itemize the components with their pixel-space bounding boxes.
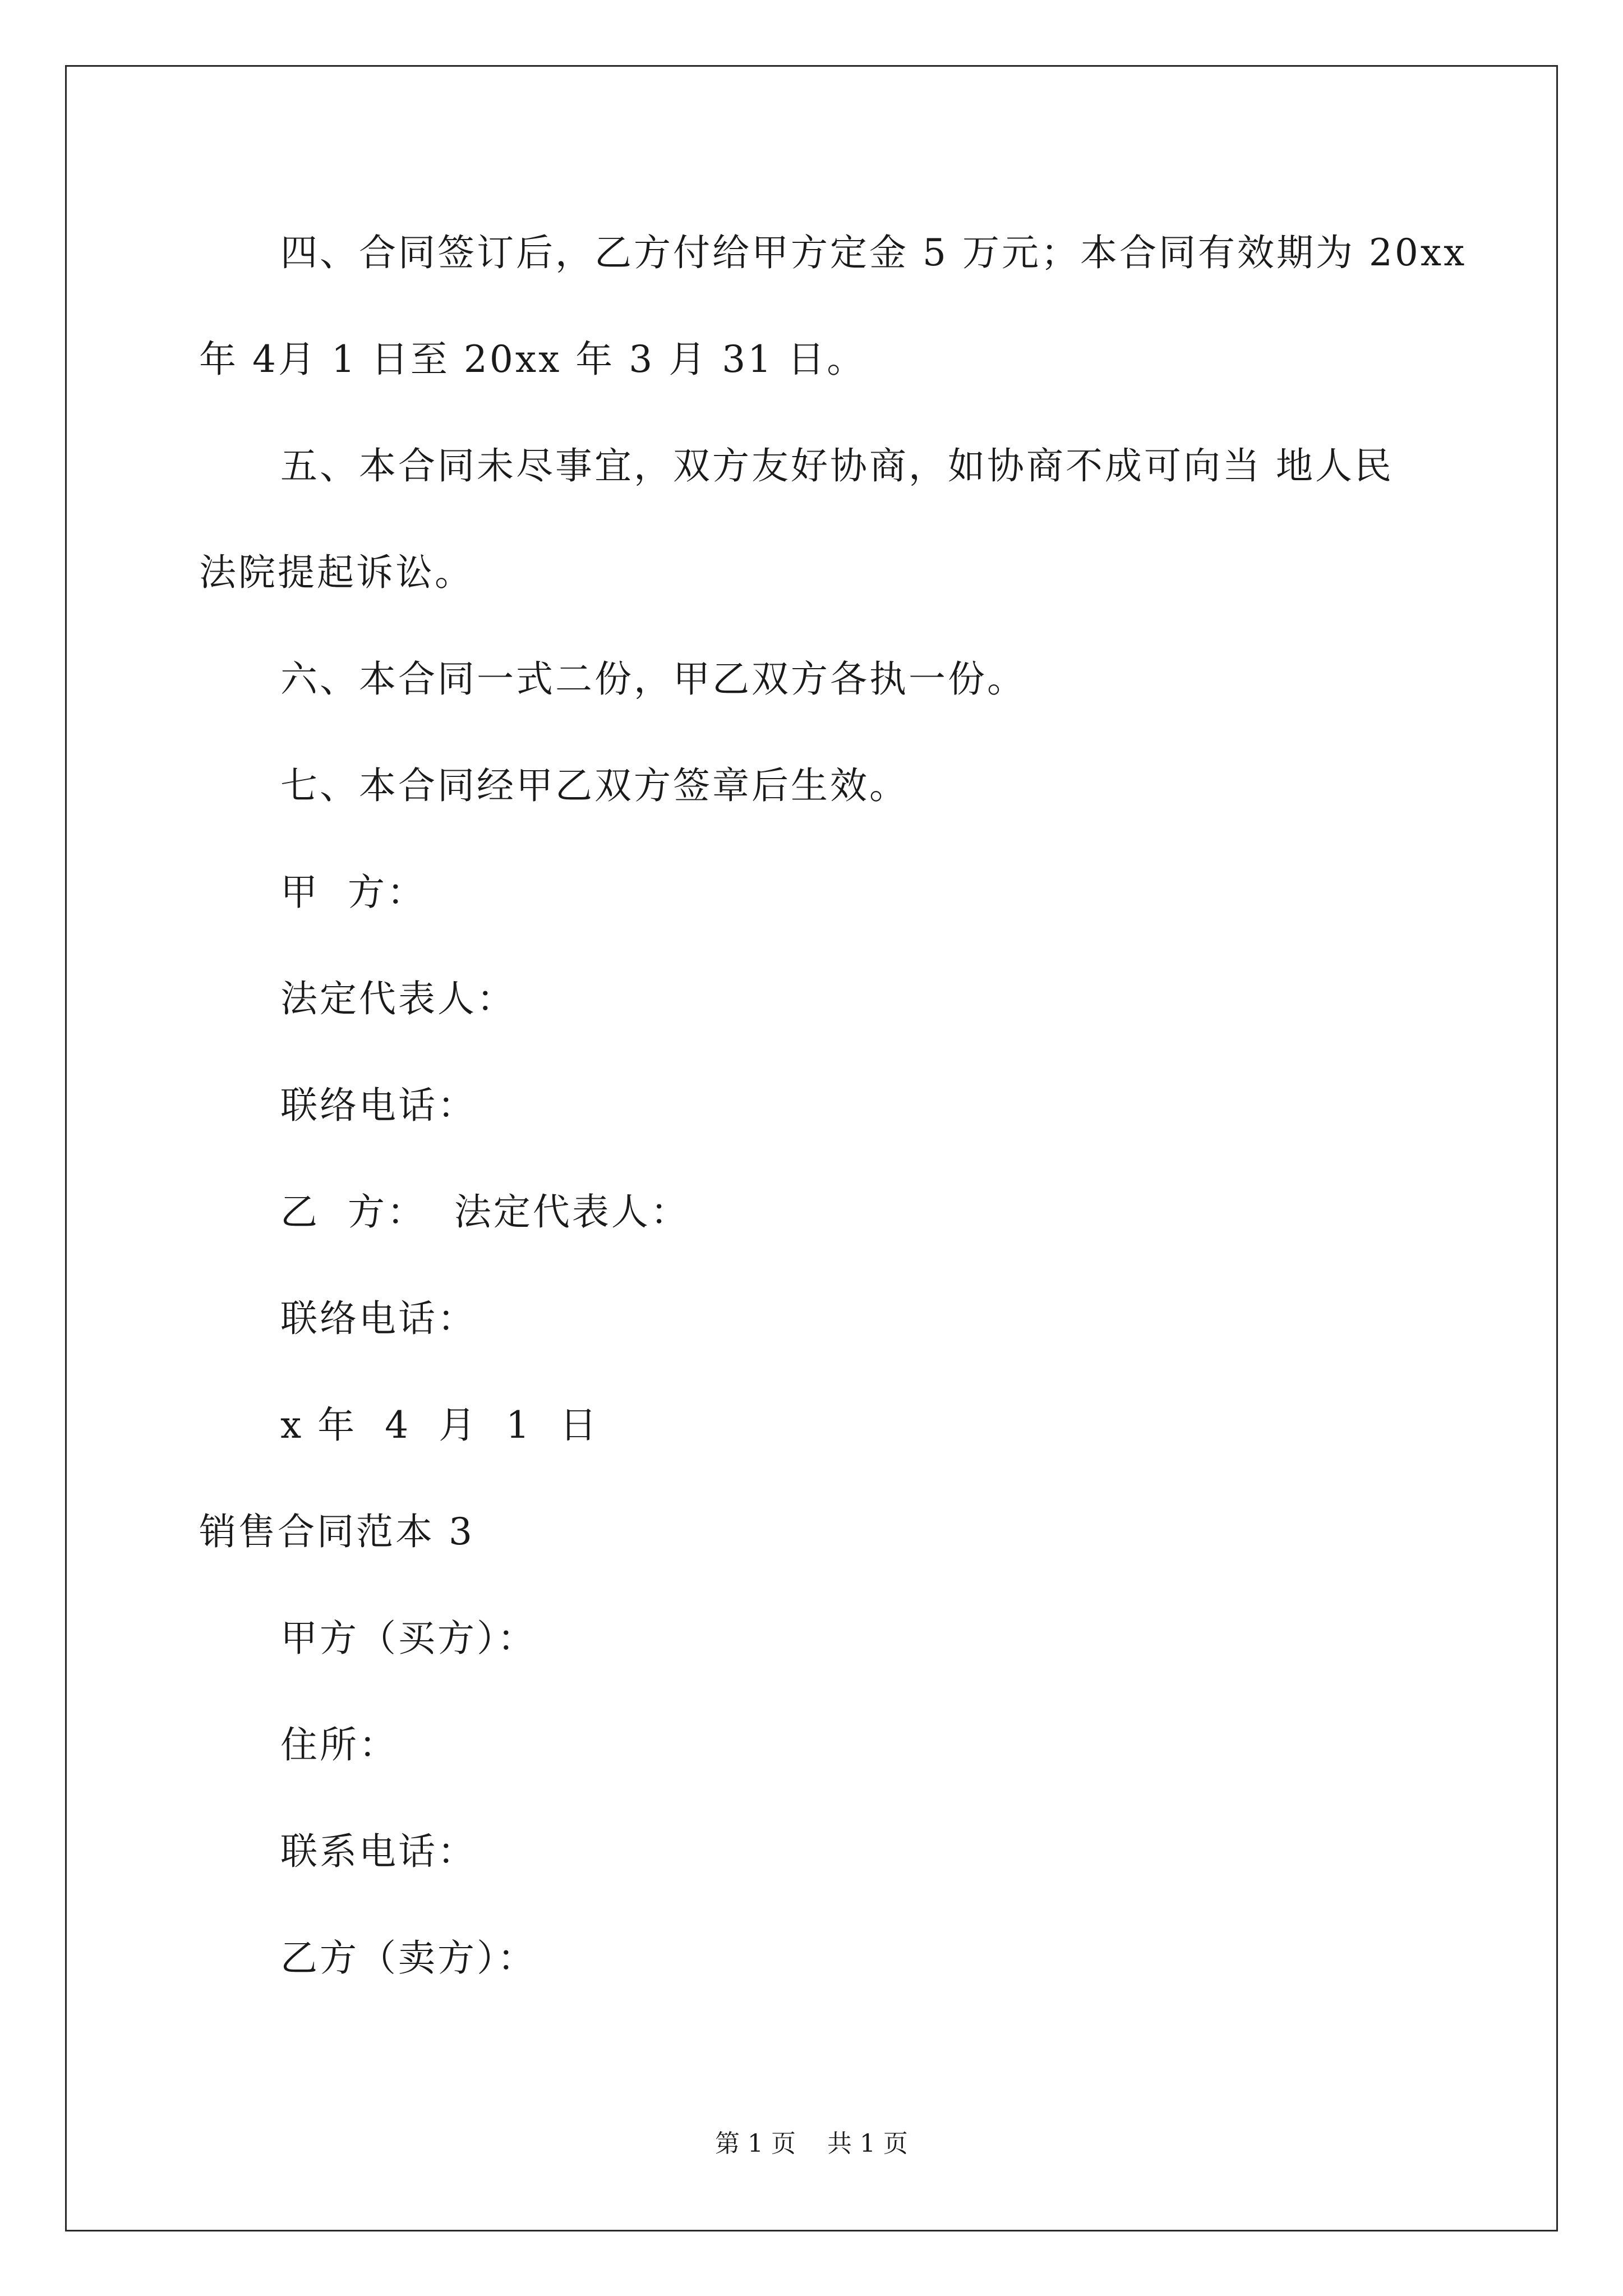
section-title: 销售合同范本 3 — [199, 1510, 474, 1553]
clause-7: 七、本合同经甲乙双方签章后生效。 — [280, 764, 909, 807]
clause-6: 六、本合同一式二份，甲乙双方各执一份。 — [280, 657, 1026, 701]
party-b-label: 乙 方： 法定代表人： — [280, 1190, 690, 1234]
buyer-phone: 联系电话： — [280, 1830, 477, 1873]
clause-4-line-2: 年 4月 1 日至 20xx 年 3 月 31 日。 — [199, 338, 866, 381]
clause-5-line-1: 五、本合同未尽事宜，双方友好协商，如协商不成可向当 地人民 — [280, 444, 1394, 487]
seller-label: 乙方（卖方）： — [280, 1936, 537, 1980]
buyer-address: 住所： — [280, 1723, 398, 1766]
party-a-label: 甲 方： — [280, 871, 426, 914]
party-a-legal-rep: 法定代表人： — [280, 977, 516, 1020]
page-footer: 第 1 页 共 1 页 — [715, 2129, 908, 2158]
party-b-phone: 联络电话： — [280, 1297, 477, 1340]
clause-5-line-2: 法院提起诉讼。 — [199, 551, 474, 594]
page-border — [65, 65, 1558, 2231]
clause-4-line-1: 四、合同签订后，乙方付给甲方定金 5 万元；本合同有效期为 20xx — [280, 231, 1467, 274]
party-a-phone: 联络电话： — [280, 1084, 477, 1127]
signing-date: x 年 4 月 1 日 — [280, 1404, 600, 1447]
buyer-label: 甲方（买方）： — [280, 1617, 537, 1660]
